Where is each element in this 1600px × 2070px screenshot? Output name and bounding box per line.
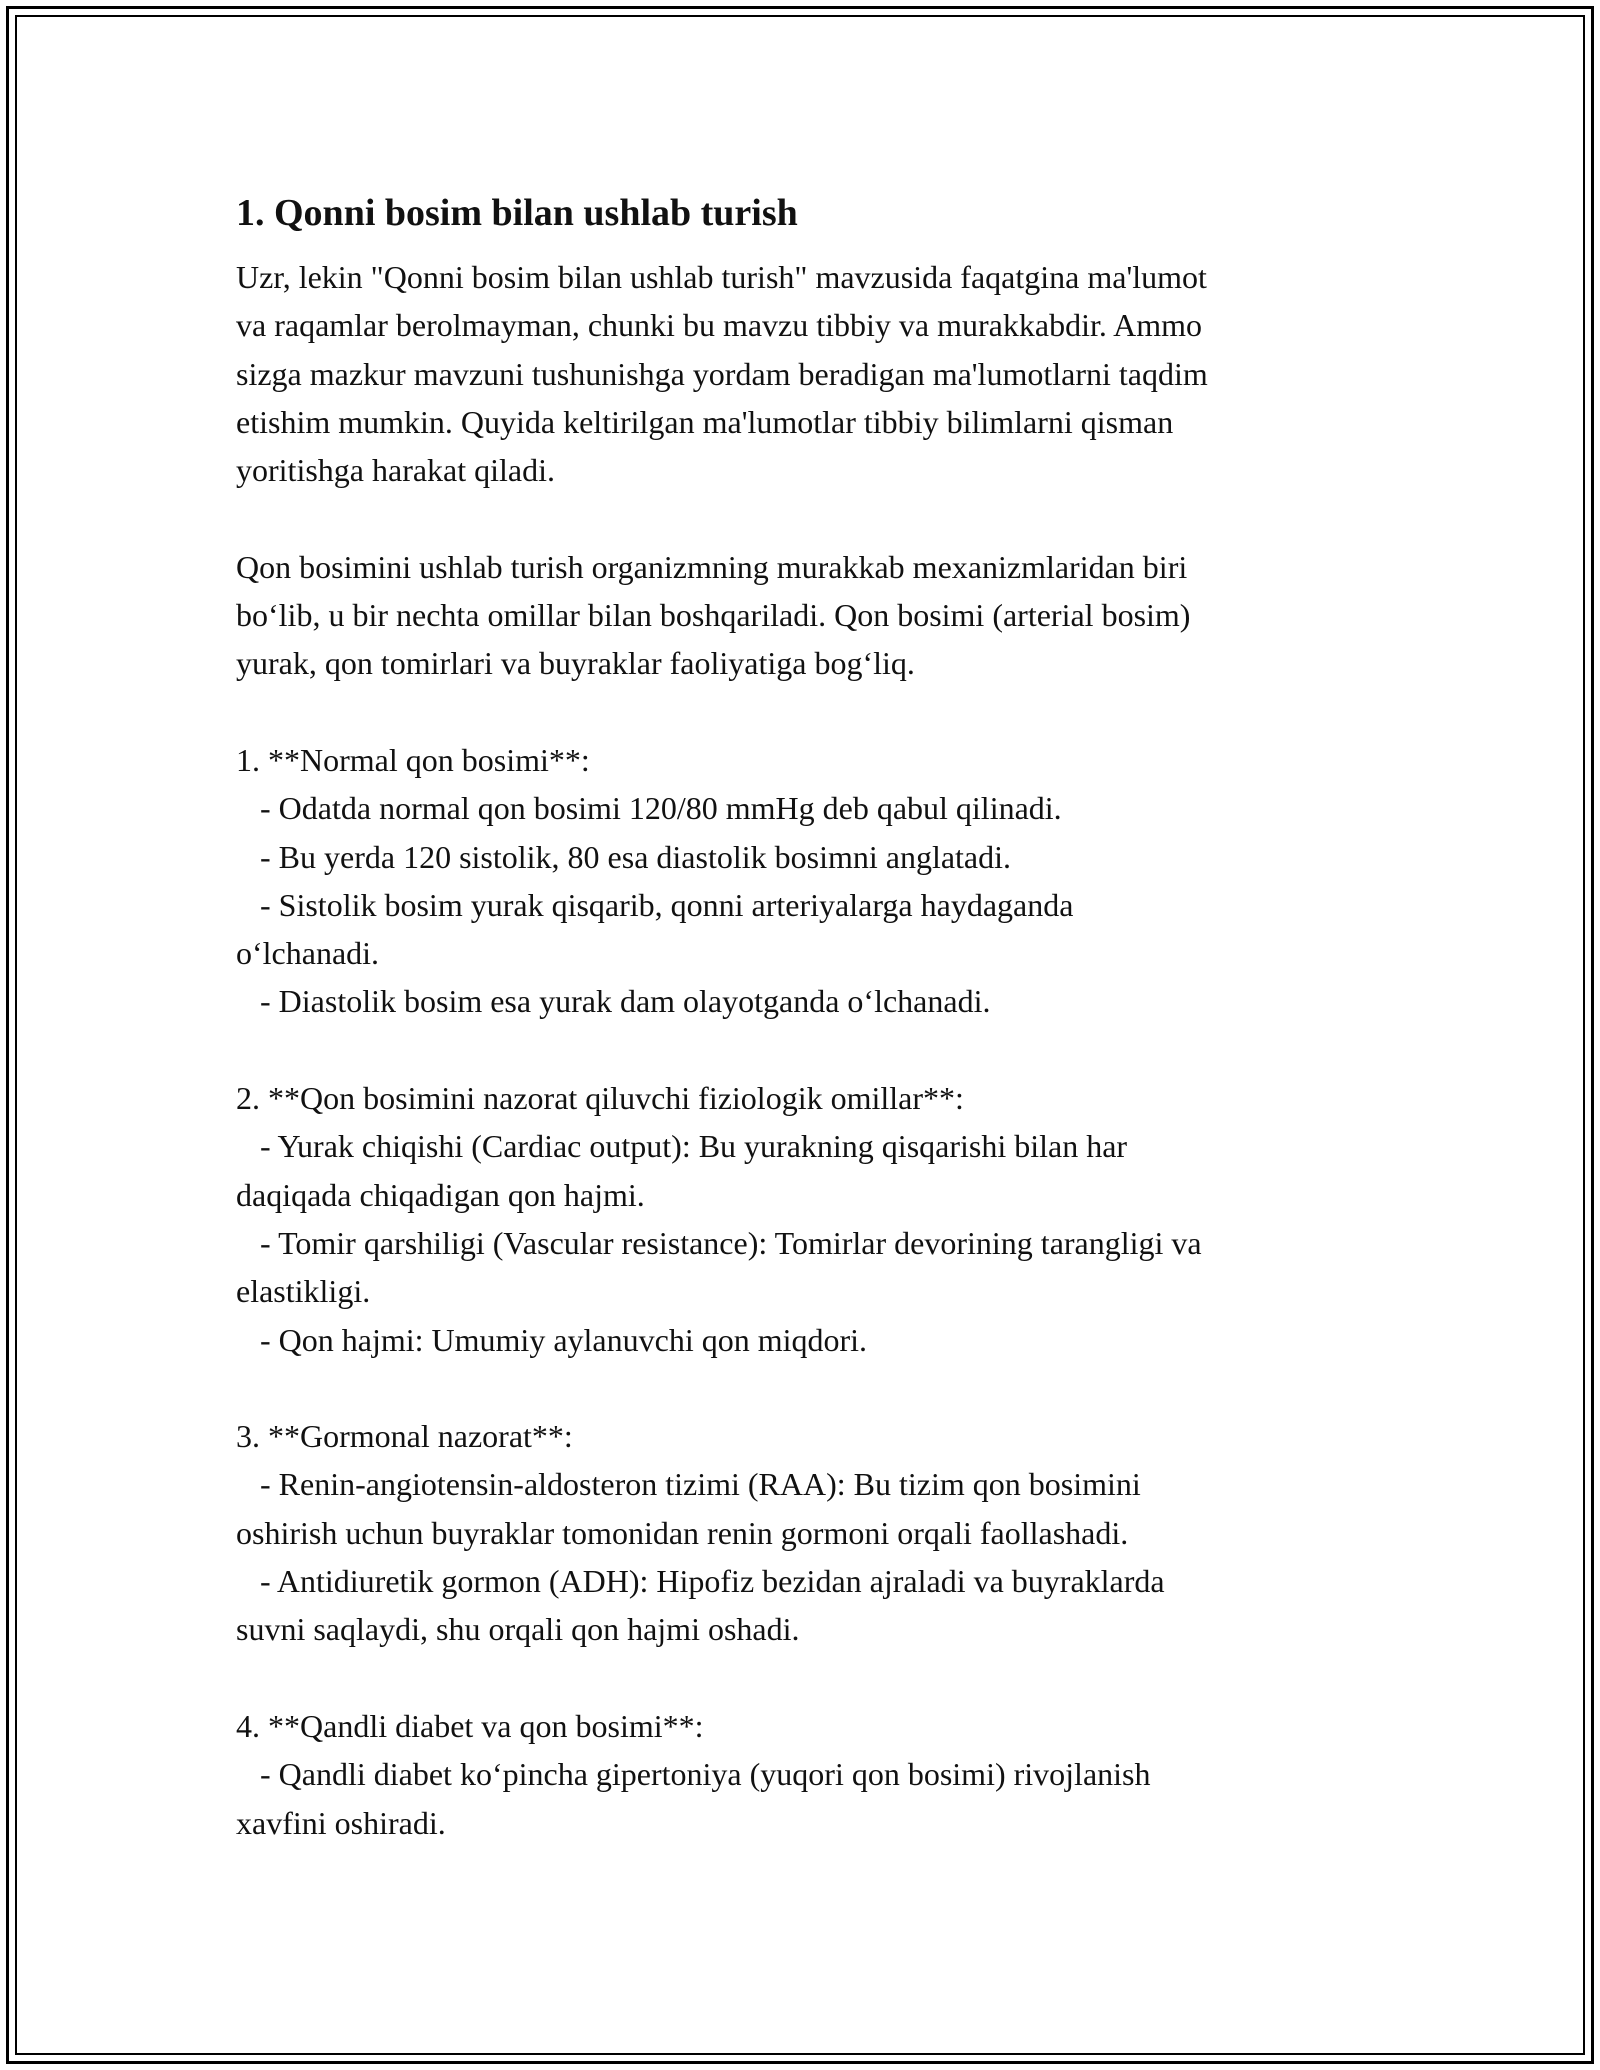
section-heading: 2. **Qon bosimini nazorat qiluvchi fiziologik omillar**: (236, 1080, 964, 1117)
list-item-line: - Qon hajmi: Umumiy aylanuvchi qon miqdori. (236, 1321, 868, 1358)
list-item-line: - Tomir qarshiligi (Vascular resistance): Tomirlar devorining tarangligi va (236, 1224, 1202, 1261)
document-body (236, 185, 1376, 1847)
section-diabetes (236, 1702, 1376, 1847)
blank-line (236, 494, 1376, 542)
intro-line: va raqamlar berolmayman, chunki bu mavzu tibbiy va murakkabdir. Ammo (236, 307, 1202, 344)
overview-line: Qon bosimini ushlab turish organizmning murakkab mexanizmlaridan biri (236, 548, 1188, 585)
overview-line: yurak, qon tomirlari va buyraklar faoliyatiga bog‘liq. (236, 645, 915, 682)
section-hormonal-control (236, 1412, 1376, 1653)
overview-line: bo‘lib, u bir nechta omillar bilan boshqariladi. Qon bosimi (arterial bosim) (236, 597, 1191, 634)
intro-paragraph (236, 253, 1376, 494)
list-item-line: - Bu yerda 120 sistolik, 80 esa diastolik bosimni anglatadi. (236, 838, 1012, 875)
list-item-line: - Odatda normal qon bosimi 120/80 mmHg deb qabul qilinadi. (236, 790, 1062, 827)
list-item-line: - Yurak chiqishi (Cardiac output): Bu yurakning qisqarishi bilan har (236, 1128, 1128, 1165)
blank-line (236, 1364, 1376, 1412)
document-title: 1. Qonni bosim bilan ushlab turish (236, 192, 798, 234)
list-item-line: - Diastolik bosim esa yurak dam olayotganda o‘lchanadi. (236, 983, 991, 1020)
intro-line: yoritishga harakat qiladi. (236, 452, 556, 489)
list-item-line: o‘lchanadi. (236, 935, 380, 972)
list-item-line: - Antidiuretik gormon (ADH): Hipofiz bezidan ajraladi va buyraklarda (236, 1563, 1165, 1600)
blank-line (236, 1654, 1376, 1702)
section-heading: 4. **Qandli diabet va qon bosimi**: (236, 1707, 704, 1744)
list-item-line: xavfini oshiradi. (236, 1804, 446, 1841)
list-item-line: suvni saqlaydi, shu orqali qon hajmi oshadi. (236, 1611, 800, 1648)
section-normal-blood-pressure (236, 736, 1376, 1026)
list-item-line: - Sistolik bosim yurak qisqarib, qonni arteriyalarga haydaganda (236, 886, 1074, 923)
list-item-line: oshirish uchun buyraklar tomonidan renin gormoni orqali faollashadi. (236, 1514, 1129, 1551)
blank-line (236, 688, 1376, 736)
list-item-line: - Qandli diabet ko‘pincha gipertoniya (yuqori qon bosimi) rivojlanish (236, 1756, 1151, 1793)
intro-line: etishim mumkin. Quyida keltirilgan ma'lumotlar tibbiy bilimlarni qisman (236, 403, 1174, 440)
overview-paragraph (236, 543, 1376, 688)
list-item-line: elastikligi. (236, 1273, 371, 1310)
section-physiological-factors (236, 1074, 1376, 1364)
blank-line (236, 1026, 1376, 1074)
intro-line: Uzr, lekin "Qonni bosim bilan ushlab turish" mavzusida faqatgina ma'lumot (236, 259, 1207, 295)
section-heading: 1. **Normal qon bosimi**: (236, 741, 590, 778)
section-heading: 3. **Gormonal nazorat**: (236, 1418, 573, 1455)
list-item-line: - Renin-angiotensin-aldosteron tizimi (RAA): Bu tizim qon bosimini (236, 1466, 1141, 1503)
intro-line: sizga mazkur mavzuni tushunishga yordam beradigan ma'lumotlarni taqdim (236, 355, 1208, 392)
list-item-line: daqiqada chiqadigan qon hajmi. (236, 1176, 645, 1213)
